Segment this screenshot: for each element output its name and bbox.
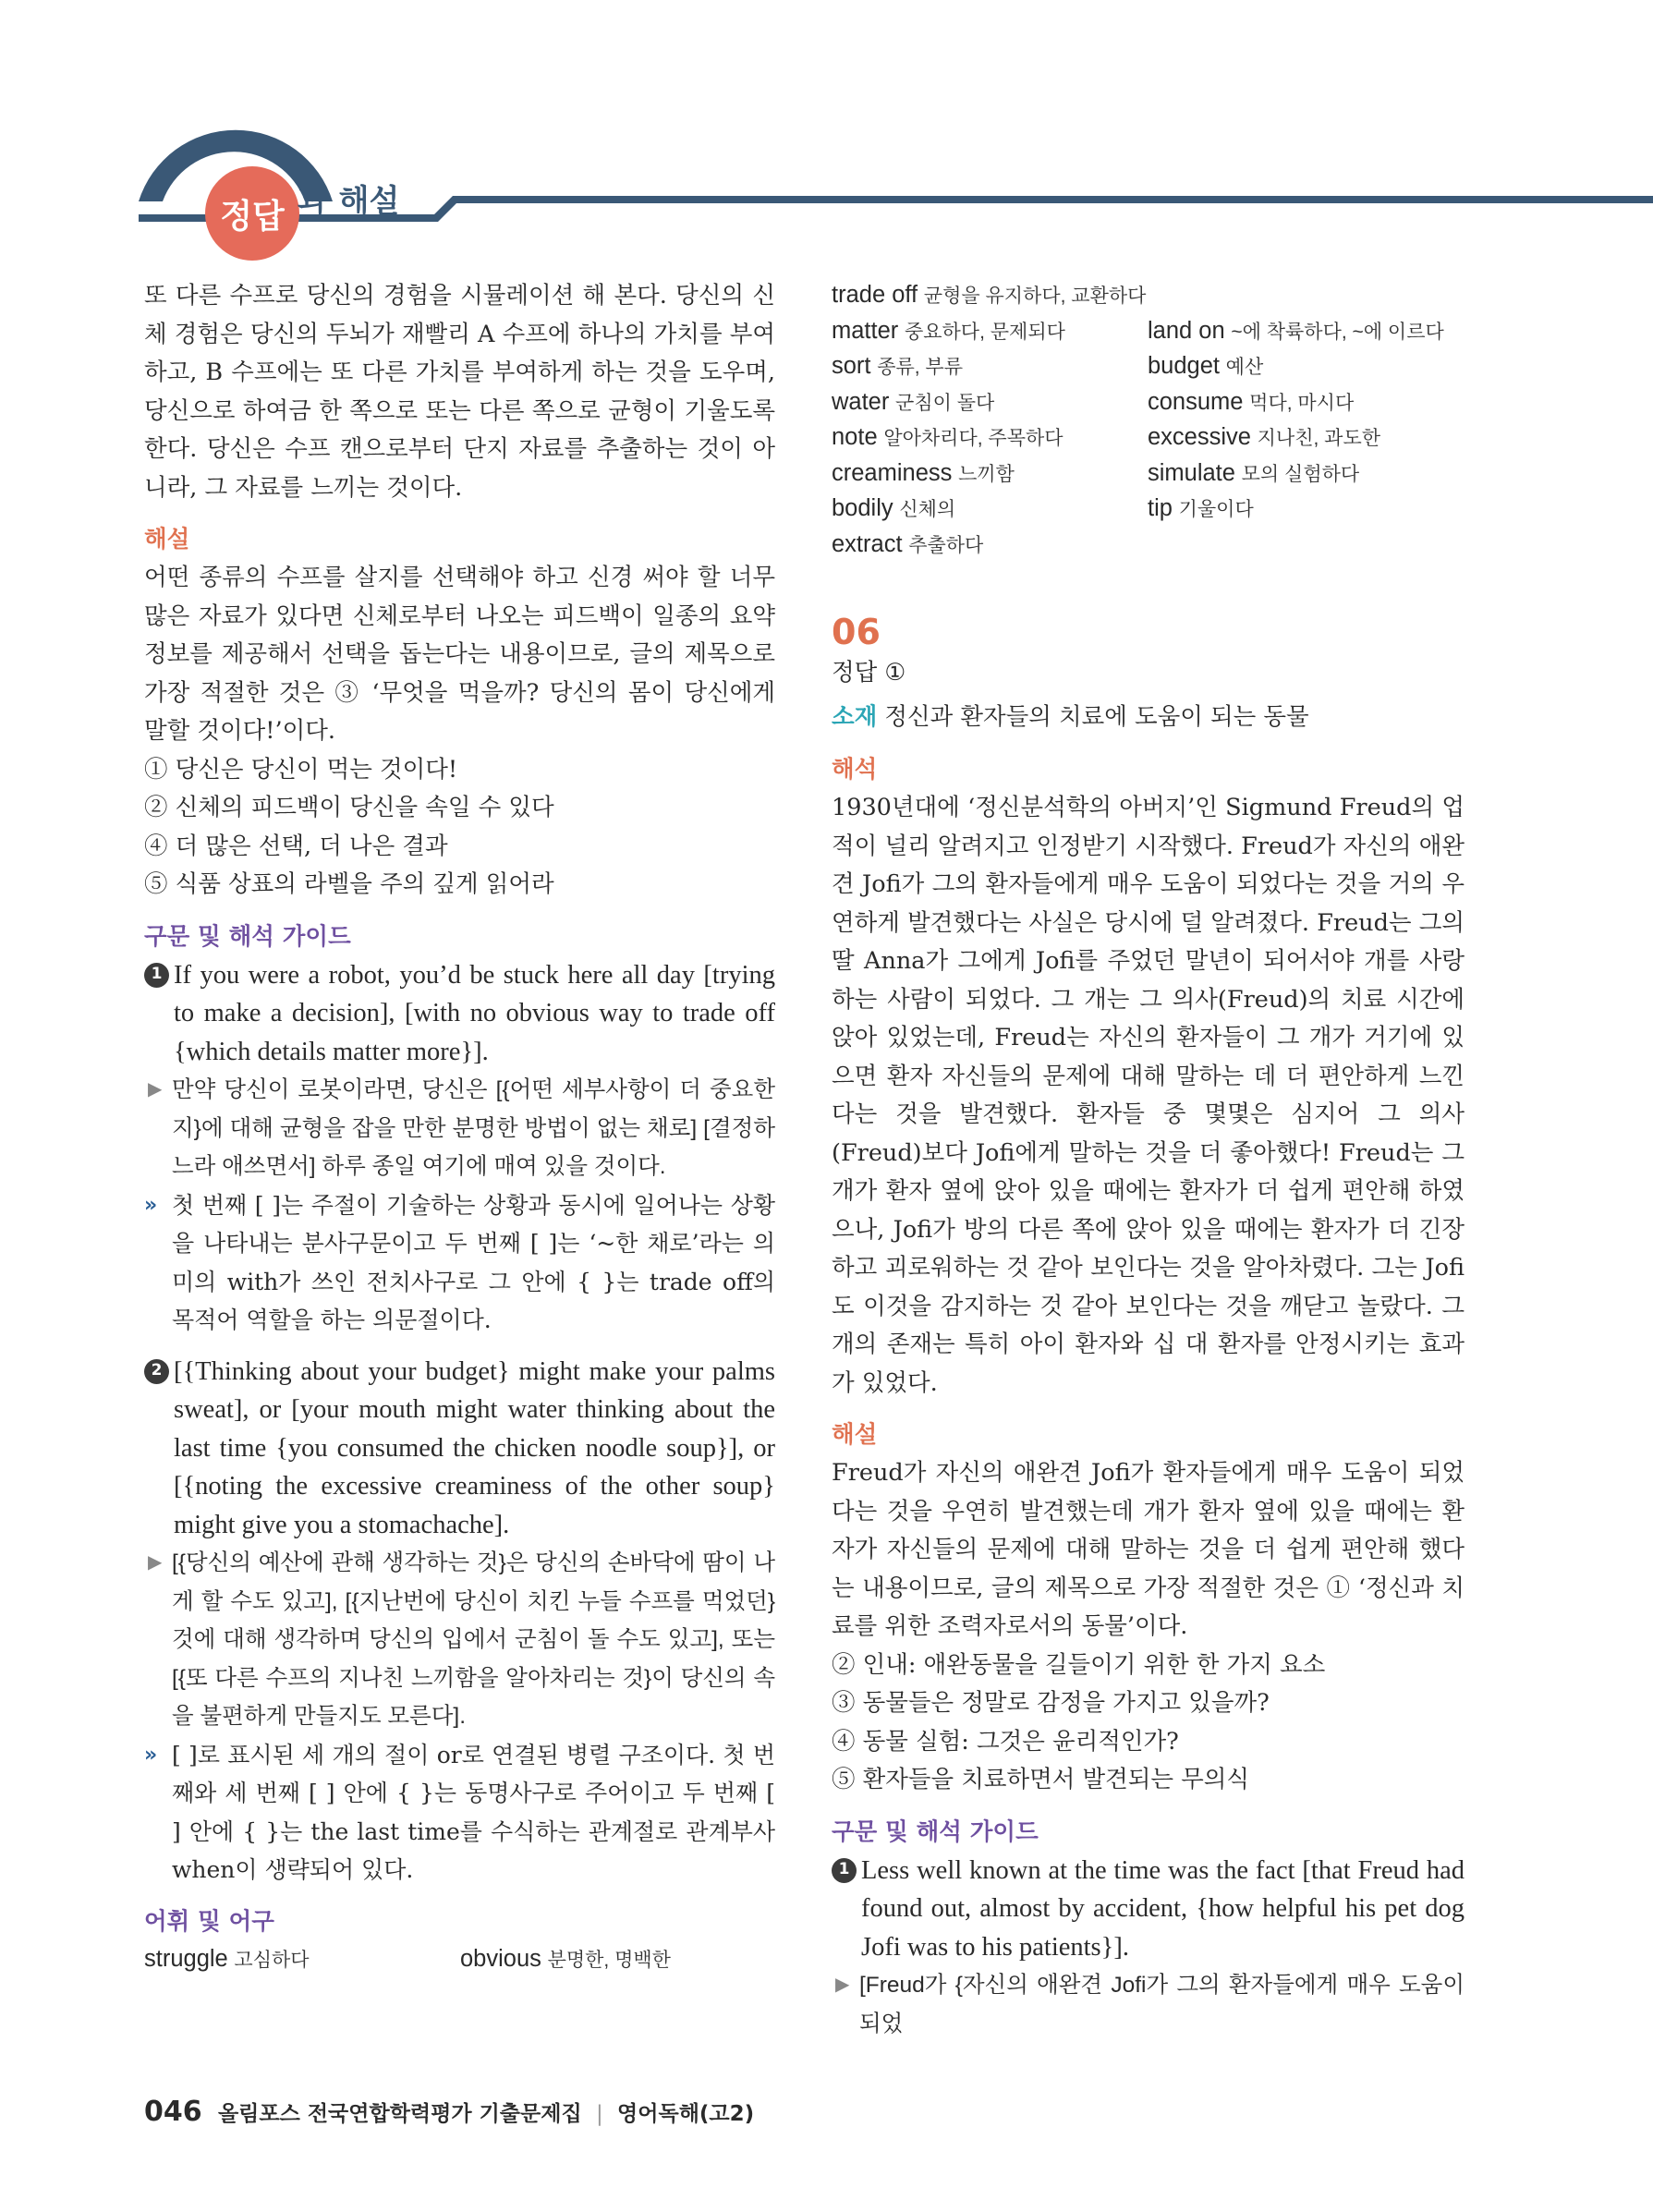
haeseol-paragraph: Freud가 자신의 애완견 Jofi가 환자들에게 매우 도움이 되었다는 것을 우연히 발견했는데 개가 환자 옆에 있을 때에는 환자가 자신들의 문제에 대해 말하는 것을 더 쉽게 편안해 했다는 내용이므로, 글의 제목으로 가장 적절한 것은 ① ‘정신과 치료를 위한 조력자로서의 동물’이다.: [832, 1459, 1465, 1640]
vocab-meaning: ~에 착륙하다, ~에 이르다: [1231, 321, 1444, 343]
vocab-entry: [1148, 491, 1462, 527]
vocab-list: [144, 1941, 775, 1977]
double-chevron-icon: »: [144, 1193, 158, 1217]
vocab-word: trade off: [832, 282, 918, 308]
answer-line: 정답 ①: [832, 659, 906, 687]
vocab-entry: [832, 313, 1148, 349]
vocab-entry: [832, 456, 1148, 492]
grammar-note: [144, 1186, 775, 1340]
option-item: ⑤ 환자들을 치료하면서 발견되는 무의식: [832, 1766, 1250, 1793]
vocab-word: note: [832, 424, 878, 450]
translation-paragraph: 1930년대에 ‘정신분석학의 아버지’인 Sigmund Freud의 업적이 널리 알려지고 인정받기 시작했다. Freud가 자신의 애완견 Jofi가 그의 환자들에게 매우 도움이 되었다는 것을 거의 우연하게 발견했다는 사실은 당시에 덜 알려졌다. Freud는 그의 딸 Anna가 그에게 Jofi를 주었던 말년이 되어서야 개를 사랑하는 사람이 되었다. 그 개는 그 의사(Freud)의 치료 시간에 앉아 있었는데, Freud는 자신의 환자들이 그 개가 거기에 있으면 환자 자신들의 문제에 대해 말하는 데 더 편안하게 느낀다는 것을 발견했다. 환자들 중 몇몇은 심지어 그 의사(Freud)보다 Jofi에게 말하는 것을 더 좋아했다! Freud는 그 개가 환자 옆에 앉아 있을 때에는 환자가 더 쉽게 편안해 하였으나, Jofi가 방의 다른 쪽에 앉아 있을 때에는 환자가 더 긴장하고 괴로워하는 것 같아 보인다는 것을 알아차렸다. 그는 Jofi도 이것을 감지하는 것 같아 보인다는 것을 깨닫고 놀랐다. 그 개의 존재는 특히 아이 환자와 십 대 환자를 안정시키는 효과가 있었다.: [832, 794, 1465, 1397]
haeseol-paragraph: 어떤 종류의 수프를 살지를 선택해야 하고 신경 써야 할 너무 많은 자료가 있다면 신체로부터 나오는 피드백이 일종의 요약 정보를 제공해서 선택을 돕는다는 내용이므로, 글의 제목으로 가장 적절한 것은 ③ ‘무엇을 먹을까? 당신의 몸이 당신에게 말할 것이다!’이다.: [144, 564, 775, 745]
vocab-entry: [832, 384, 1148, 420]
guide-heading: 구문 및 해석 가이드: [832, 1817, 1039, 1846]
vocab-meaning: 추출하다: [908, 534, 984, 556]
vocab-meaning: 균형을 유지하다, 교환하다: [923, 286, 1147, 307]
item-number-badge: 2: [144, 1359, 169, 1384]
vocab-word: water: [832, 388, 890, 415]
guide-item-1: [144, 956, 775, 1072]
vocab-grid: [832, 313, 1465, 563]
option-item: ④ 더 많은 선택, 더 나은 결과: [144, 832, 448, 860]
item-number-badge: 1: [832, 1858, 857, 1883]
question-number: 06: [832, 612, 881, 652]
double-chevron-icon: »: [144, 1743, 158, 1767]
vocab-entry: [1148, 313, 1462, 349]
translation-text: [{당신의 예산에 관해 생각하는 것}은 당신의 손바닥에 땀이 나게 할 수도 있고], [{지난번에 당신이 치킨 누들 수프를 먹었던} 것에 대해 생각하며 당신의 입에서 군침이 돌 수도 있고], 또는 [{또 다른 수프의 지나친 느끼함을 알아차리는 것}이 당신의 속을 불편하게 만들지도 모른다].: [172, 1550, 775, 1729]
guide-item-1: [832, 1852, 1465, 1967]
vocab-meaning: 기울이다: [1178, 499, 1254, 520]
subject-title: 영어독해(고2): [617, 2102, 755, 2126]
english-sentence: [{Thinking about your budget} might make your palms sweat], or [your mouth might water thinking about the last time {you consumed the chicken noodle soup}], or [{noting the excessive creaminess of the other soup} might give you a stomachache].: [174, 1356, 775, 1539]
option-item: ④ 동물 실험: 그것은 윤리적인가?: [832, 1727, 1179, 1756]
vocab-word: bodily: [832, 495, 893, 521]
sentence-translation: [144, 1544, 775, 1736]
vocab-entry: [832, 277, 1465, 313]
vocab-list-continued: [832, 277, 1465, 562]
vocab-word: obvious: [460, 1945, 541, 1972]
vocab-meaning: 분명한, 명백한: [547, 1949, 671, 1971]
grammar-note-text: [ ]로 표시된 세 개의 절이 or로 연결된 병렬 구조이다. 첫 번째와 세 번째 [ ] 안에 { }는 동명사구로 주어이고 두 번째 [ ] 안에 { }는 the last time를 수식하는 관계절로 관계부사 when이 생략되어 있다.: [172, 1741, 775, 1883]
vocab-entry: [832, 491, 1148, 527]
option-item: ② 인내: 애완동물을 길들이기 위한 한 가지 요소: [832, 1650, 1326, 1679]
guide-heading: 구문 및 해석 가이드: [144, 922, 351, 951]
vocab-meaning: 예산: [1225, 357, 1264, 378]
item-number-badge: 1: [144, 963, 169, 988]
option-item: ③ 동물들은 정말로 감정을 가지고 있을까?: [832, 1689, 1270, 1717]
page-header: [0, 0, 1653, 268]
vocab-meaning: 중요하다, 문제되다: [904, 321, 1065, 343]
triangle-bullet-icon: ▶: [148, 1079, 163, 1100]
page-number: 046: [144, 2096, 202, 2128]
translation-paragraph: 또 다른 수프로 당신의 경험을 시뮬레이션 해 본다. 당신의 신체 경험은 당신의 두뇌가 재빨리 A 수프에 하나의 가치를 부여하고, B 수프에는 또 다른 가치를 부여하게 하는 것을 도우며, 당신으로 하여금 한 쪽으로 또는 다른 쪽으로 균형이 기울도록 한다. 당신은 수프 캔으로부터 단지 자료를 추출하는 것이 아니라, 그 자료를 느끼는 것이다.: [144, 282, 775, 502]
option-item: ② 신체의 피드백이 당신을 속일 수 있다: [144, 794, 554, 821]
vocab-heading: 어휘 및 어구: [144, 1907, 274, 1936]
topic-heading: 소재: [832, 703, 878, 731]
triangle-bullet-icon: ▶: [148, 1552, 163, 1573]
vocab-column: [832, 313, 1148, 563]
vocab-entry: [1148, 419, 1462, 456]
vocab-word: tip: [1148, 495, 1173, 521]
guide-item-2: [144, 1353, 775, 1545]
vocab-word: sort: [832, 353, 871, 379]
vocab-column: [1148, 313, 1462, 563]
translation-text: [Freud가 {자신의 애완견 Jofi가 그의 환자들에게 매우 도움이 되었: [859, 1973, 1465, 2036]
haeseol-heading: 해설: [832, 1421, 878, 1449]
vocab-word: extract: [832, 530, 903, 557]
vocab-word: excessive: [1148, 424, 1251, 450]
vocab-meaning: 종류, 부류: [877, 357, 964, 378]
vocab-meaning: 군침이 돌다: [895, 392, 995, 414]
vocab-entry: [832, 527, 1148, 563]
grammar-note-text: 첫 번째 [ ]는 주절이 기술하는 상황과 동시에 일어나는 상황을 나타내는 분사구문이고 두 번째 [ ]는 ‘~한 채로’라는 의미의 with가 쓰인 전치사구로 그 안에 { }는 trade off의 목적어 역할을 하는 의문절이다.: [172, 1191, 775, 1333]
vocab-entry: [1148, 456, 1462, 492]
vocab-meaning: 먹다, 마시다: [1249, 392, 1355, 414]
sentence-translation: [832, 1966, 1465, 2043]
footer-separator: |: [595, 2102, 603, 2126]
vocab-word: consume: [1148, 388, 1244, 415]
vocab-word: budget: [1148, 353, 1220, 379]
grammar-note: [144, 1736, 775, 1890]
haeseol-heading: 해설: [144, 526, 190, 553]
option-list: [832, 1647, 1465, 1800]
vocab-word: land on: [1148, 317, 1225, 344]
vocab-meaning: 알아차리다, 주목하다: [883, 428, 1064, 449]
vocab-entry: [1148, 348, 1462, 384]
english-sentence: Less well known at the time was the fact [that Freud had found out, almost by accident, {how helpful his pet dog Jofi was to his patients}].: [861, 1855, 1465, 1962]
triangle-bullet-icon: ▶: [835, 1975, 850, 1995]
vocab-entry: [144, 1941, 460, 1977]
english-sentence: If you were a robot, you’d be stuck here all day [trying to make a decision], [with no obvious way to trade off {which details matter more}].: [174, 960, 775, 1066]
left-column: [144, 277, 775, 1976]
vocab-word: matter: [832, 317, 899, 344]
vocab-meaning: 모의 실험하다: [1241, 463, 1360, 485]
vocab-entry: [1148, 384, 1462, 420]
vocab-meaning: 지나친, 과도한: [1257, 428, 1381, 449]
haeseok-heading: 해석: [832, 756, 878, 784]
vocab-meaning: 고심하다: [234, 1949, 310, 1971]
page-footer: [144, 2096, 754, 2128]
topic-text: 정신과 환자들의 치료에 도움이 되는 동물: [884, 703, 1309, 731]
vocab-entry: [460, 1941, 774, 1977]
right-column: [832, 277, 1465, 2043]
vocab-entry: [832, 419, 1148, 456]
series-title: 올림포스 전국연합학력평가 기출문제집: [217, 2102, 582, 2126]
vocab-meaning: 느끼함: [958, 463, 1015, 485]
header-badge: 정답: [205, 166, 299, 261]
option-item: ⑤ 식품 상표의 라벨을 주의 깊게 읽어라: [144, 870, 554, 898]
translation-text: 만약 당신이 로봇이라면, 당신은 [{어떤 세부사항이 더 중요한지}에 대해 균형을 잡을 만한 분명한 방법이 없는 채로] [결정하느라 애쓰면서] 하루 종일 여기에 매여 있을 것이다.: [172, 1077, 775, 1179]
header-title: 과 해설: [298, 183, 400, 220]
vocab-word: struggle: [144, 1945, 228, 1972]
sentence-translation: [144, 1071, 775, 1186]
vocab-meaning: 신체의: [899, 499, 956, 520]
vocab-word: creaminess: [832, 459, 953, 486]
topic-line: [832, 697, 1465, 737]
vocab-entry: [832, 348, 1148, 384]
option-item: ① 당신은 당신이 먹는 것이다!: [144, 755, 458, 784]
vocab-word: simulate: [1148, 459, 1235, 486]
option-list: [144, 751, 775, 905]
